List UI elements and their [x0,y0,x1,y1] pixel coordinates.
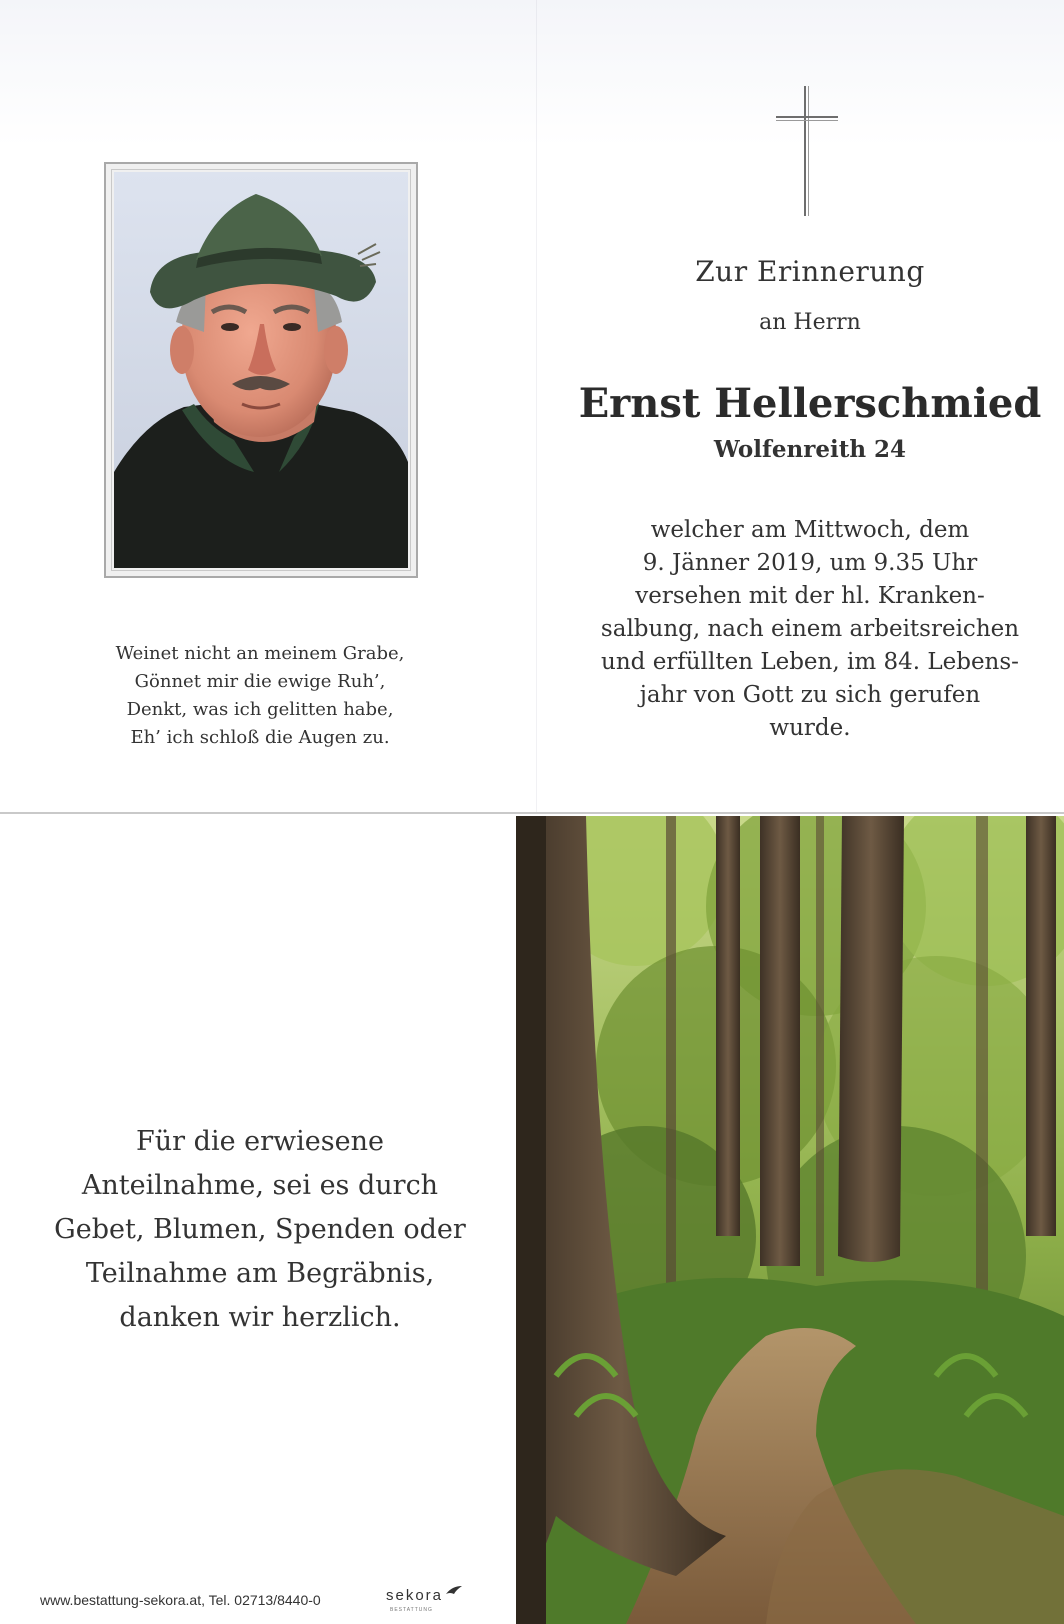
thanks-line: danken wir herzlich. [119,1302,401,1333]
deceased-address: Wolfenreith 24 [713,436,907,463]
poem-line: Weinet nicht an meinem Grabe, [115,643,405,664]
forest-path-photo [516,816,1064,1624]
thanks-message [30,1120,490,1340]
forest-icon [516,816,1064,1624]
portrait-frame [104,162,418,578]
thanks-line: Für die erwiesene [136,1126,384,1157]
poem-line: Gönnet mir die ewige Ruh’, [134,671,386,692]
fold-line [0,812,1064,814]
thanks-line: Gebet, Blumen, Spenden oder [54,1214,466,1245]
poem-line: Denkt, was ich gelitten habe, [126,699,394,720]
thanks-line: Teilnahme am Begräbnis, [85,1258,435,1289]
death-notice-line: versehen mit der hl. Kranken- [635,583,985,609]
deceased-name: Ernst Hellerschmied [578,380,1042,427]
death-notice-line: salbung, nach einem arbeitsreichen [600,616,1020,642]
thanks-line: Anteilnahme, sei es durch [81,1170,439,1201]
death-notice-line: welcher am Mittwoch, dem [650,517,970,543]
death-notice-line: jahr von Gott zu sich gerufen [639,682,981,708]
poem [60,640,460,752]
death-notice-line: und erfüllten Leben, im 84. Lebens- [601,649,1019,675]
salutation: an Herrn [759,310,861,335]
bird-icon [444,1584,464,1604]
portrait-photo [114,172,408,568]
death-notice [590,514,1030,745]
portrait-photo-icon [114,172,408,568]
remembrance-heading: Zur Erinnerung [695,255,925,288]
death-notice-line: 9. Jänner 2019, um 9.35 Uhr [642,550,978,576]
footer-contact: www.bestattung-sekora.at, Tel. 02713/8440-0 [40,1592,321,1608]
brand-subtitle: BESTATTUNG [390,1607,433,1613]
death-notice-line: wurde. [769,715,851,741]
brand-logo: sekora [386,1587,444,1604]
vertical-fold [536,0,537,812]
poem-line: Eh’ ich schloß die Augen zu. [130,727,390,748]
cross-icon [776,86,838,220]
